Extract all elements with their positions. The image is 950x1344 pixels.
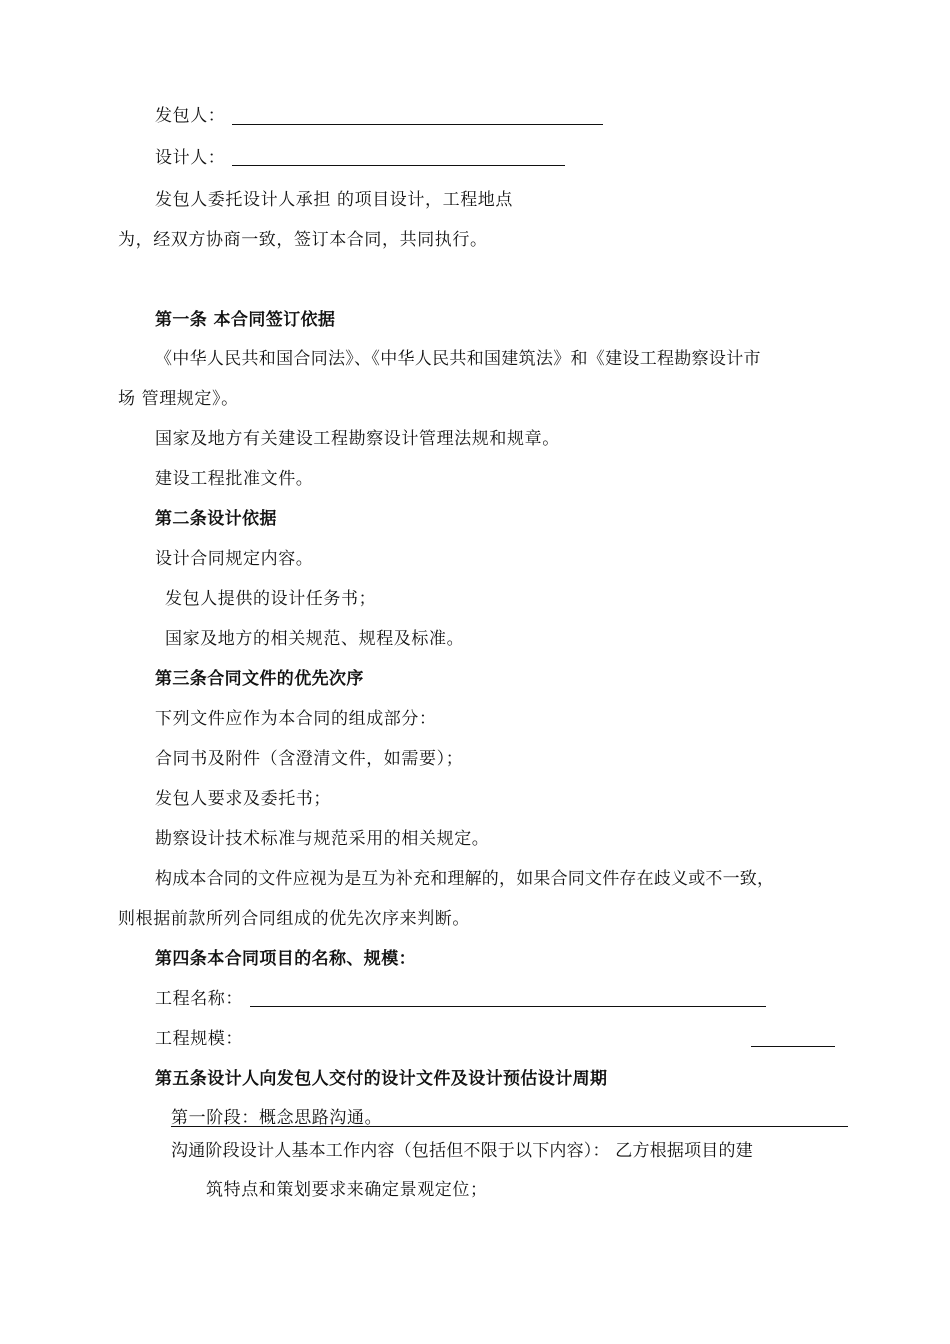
article-1-p2: 国家及地方有关建设工程勘察设计管理法规和规章。 (155, 429, 560, 449)
designer-label: 设计人： (155, 148, 226, 168)
article-4-title: 第四条本合同项目的名称、规模： (155, 949, 416, 969)
article-3-p3: 发包人要求及委托书； (155, 789, 331, 809)
project-scale-blank-line (751, 1046, 835, 1047)
article-3-p1: 下列文件应作为本合同的组成部分： (155, 709, 437, 729)
intro-line-2: 为，经双方协商一致，签订本合同，共同执行。 (118, 230, 488, 250)
employer-label: 发包人： (155, 106, 226, 126)
stage-1-content-line-1: 沟通阶段设计人基本工作内容（包括但不限于以下内容）： 乙方根据项目的建 (171, 1141, 753, 1161)
project-name-blank-line (250, 1006, 766, 1007)
article-1-p1-line-1: 《中华人民共和国合同法》、《中华人民共和国建筑法》和《建设工程勘察设计市 (155, 349, 761, 369)
article-2-title: 第二条设计依据 (155, 509, 277, 529)
article-1-p1-line-2: 场 管理规定》。 (118, 389, 239, 409)
article-2-p3: 国家及地方的相关规范、规程及标准。 (165, 629, 465, 649)
article-1-title: 第一条 本合同签订依据 (155, 310, 336, 330)
project-name-label: 工程名称： (155, 989, 243, 1009)
article-2-p1: 设计合同规定内容。 (155, 549, 314, 569)
article-5-title: 第五条设计人向发包人交付的设计文件及设计预估设计周期 (155, 1069, 608, 1089)
article-3-p5-line-1: 构成本合同的文件应视为是互为补充和理解的，如果合同文件存在歧义或不一致， (155, 869, 775, 889)
article-1-p3: 建设工程批准文件。 (155, 469, 314, 489)
article-3-title: 第三条合同文件的优先次序 (155, 669, 364, 689)
designer-blank-line (232, 165, 565, 166)
intro-line-1: 发包人委托设计人承担 的项目设计，工程地点 (155, 190, 514, 210)
article-2-p2: 发包人提供的设计任务书； (165, 589, 377, 609)
project-scale-label: 工程规模： (155, 1029, 243, 1049)
stage-1-content-line-2: 筑特点和策划要求来确定景观定位； (206, 1180, 488, 1200)
employer-blank-line (232, 124, 603, 125)
stage-1-heading: 第一阶段：概念思路沟通。 (171, 1108, 383, 1128)
article-3-p2: 合同书及附件（含澄清文件，如需要）； (155, 749, 464, 769)
article-3-p5-line-2: 则根据前款所列合同组成的优先次序来判断。 (118, 909, 470, 929)
article-3-p4: 勘察设计技术标准与规范采用的相关规定。 (155, 829, 490, 849)
stage-1-underline (171, 1126, 848, 1127)
